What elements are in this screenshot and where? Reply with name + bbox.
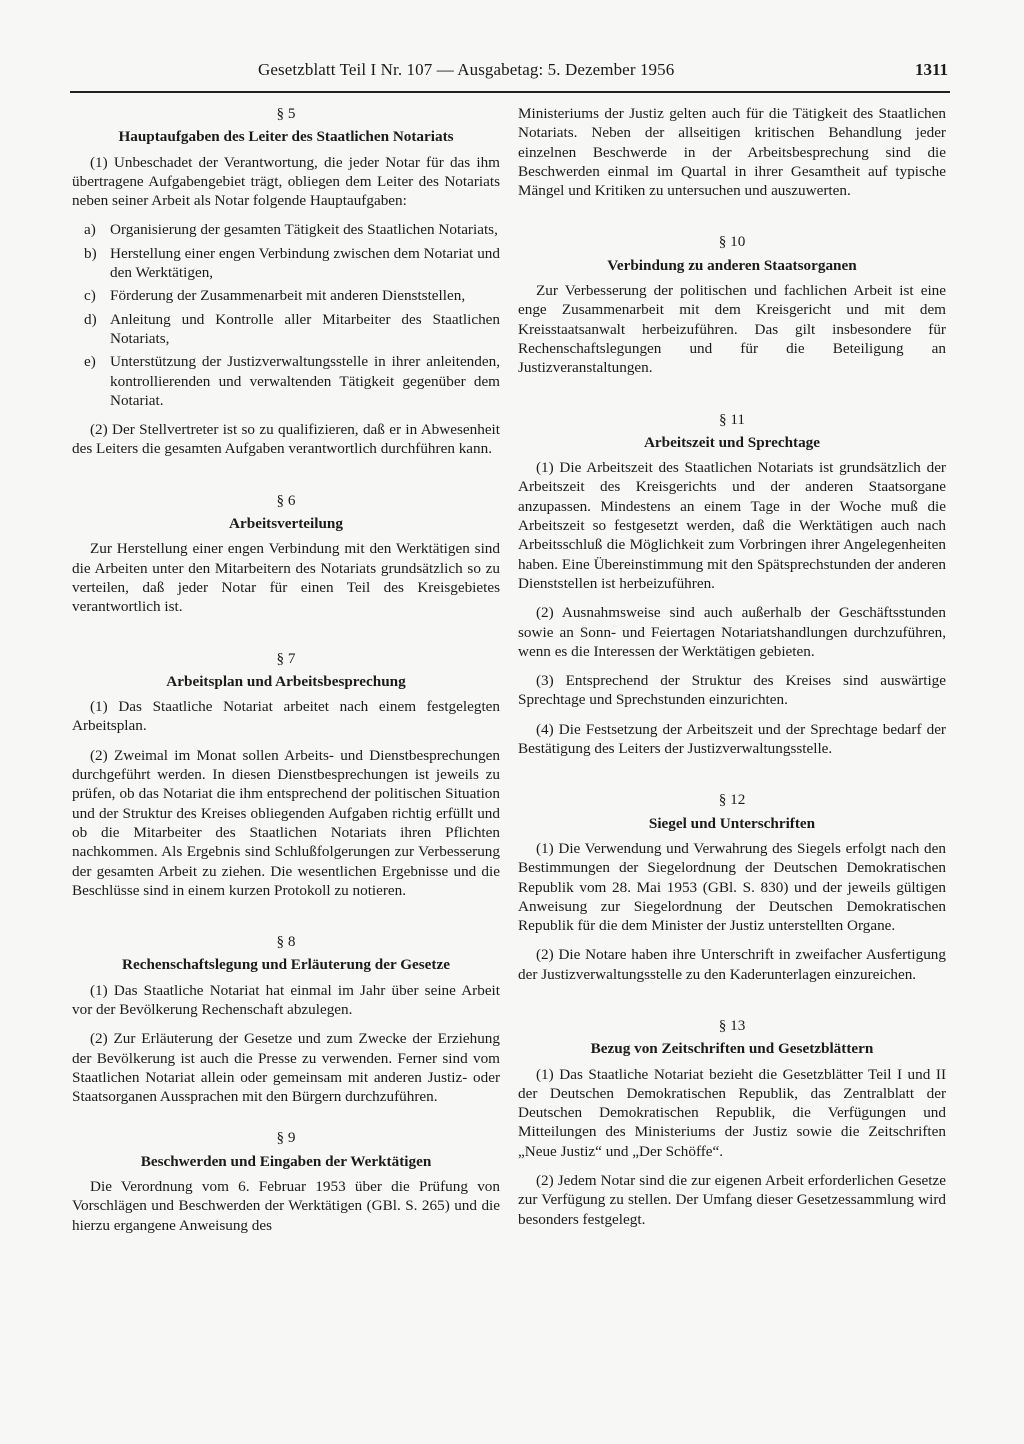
section-13 — [518, 1016, 946, 1229]
section-title: Rechenschaftslegung und Erläuterung der Gesetze — [122, 956, 450, 974]
paragraph: Ministeriums der Justiz gelten auch für die Tätigkeit des Staatlichen Notariats. Neben der allseitigen kritischen Behandlung jeder einzelnen Beschwerde in der Arbeitsbesprechung sind die Beschwerden einmal im Quartal in ihrer Gesamtheit auf typische Mängel und Kritiken zu untersuchen und auszuwerten. — [518, 105, 946, 200]
list-item-text: Organisierung der gesamten Tätigkeit des Staatlichen Notariats, — [110, 221, 498, 239]
paragraph: (1) Unbeschadet der Verantwortung, die jeder Notar für das ihm übertragene Aufgabengebiet trägt, obliegen dem Leiter des Notariats neben seiner Arbeit als Notar folgende Hauptaufgaben: — [72, 153, 500, 210]
section-number: § 8 — [276, 933, 296, 951]
section-number: § 5 — [276, 105, 296, 122]
list-item — [72, 352, 500, 410]
section-12 — [518, 790, 946, 984]
paragraph: (1) Das Staatliche Notariat arbeitet nach einem festgelegten Arbeitsplan. — [72, 698, 500, 735]
section-title: Bezug von Zeitschriften und Gesetzblättern — [590, 1040, 874, 1058]
section-number: § 13 — [718, 1016, 746, 1034]
section-number: § 7 — [276, 649, 296, 667]
section-title: Arbeitsplan und Arbeitsbesprechung — [166, 672, 406, 690]
section-11 — [518, 410, 946, 759]
paragraph: (2) Jedem Notar sind die zur eigenen Arbeit erforderlichen Gesetze zur Verfügung zu stellen. Der Umfang dieser Gesetzessammlung wird besonders festgelegt. — [518, 1172, 946, 1228]
paragraph: (2) Zur Erläuterung der Gesetze und zum Zwecke der Erziehung der Bevölkerung ist auch die Presse zu verwenden. Ferner sind vom Staatlichen Notariat allein oder gemeinsam mit anderen Justiz- oder Staatsorganen Aussprachen mit den Bürgern durchzuführen. — [72, 1030, 500, 1106]
section-number: § 9 — [276, 1129, 296, 1147]
list-item-text: Anleitung und Kontrolle aller Mitarbeiter des Staatlichen Notariats, — [110, 310, 500, 347]
paragraph: (1) Das Staatliche Notariat bezieht die Gesetzblätter Teil I und II der Deutschen Demokratischen Republik, das Zentralblatt der Deutschen Demokratischen Republik, die Verfügungen und Mitteilungen des Ministeriums der Justiz sowie die Zeitschriften „Neue Justiz“ und „Der Schöffe“. — [518, 1065, 946, 1160]
paragraph: (1) Das Staatliche Notariat hat einmal im Jahr über seine Arbeit vor der Bevölkerung Rechenschaft abzulegen. — [72, 981, 500, 1018]
paragraph: Zur Herstellung einer engen Verbindung mit den Werktätigen sind die Arbeiten unter den Mitarbeitern des Notariats grundsätzlich so zu verteilen, daß jeder Notar für einen Teil des Kreisgebietes verantwortlich ist. — [72, 540, 500, 616]
paragraph: Die Verordnung vom 6. Februar 1953 über die Prüfung von Vorschlägen und Beschwerden der Werktätigen (GBl. S. 265) und die hierzu ergangene Anweisung des — [72, 1178, 500, 1234]
list-item-label: d) — [84, 310, 97, 328]
section-number: § 6 — [276, 491, 296, 509]
paragraph: Zur Verbesserung der politischen und fachlichen Arbeit ist eine enge Zusammenarbeit mit dem Kreisgericht und mit dem Kreisstaatsanwalt herbeizuführen. Das gilt insbesondere für Rechenschaftslegungen und für die Beteiligung an Justizveranstaltungen. — [518, 282, 946, 377]
section-title: Verbindung zu anderen Staatsorganen — [607, 256, 857, 274]
paragraph: (1) Die Arbeitszeit des Staatlichen Notariats ist grundsätzlich der Arbeitszeit des Kreisgerichts und der anderen Staatsorgane anzupassen. Mindestens an einem Tage in der Woche muß die Arbeitszeit so festgesetzt werden, daß die Werktätigen auch nach Arbeitsschluß die Möglichkeit zum Vorbringen ihrer Angelegenheiten haben. Eine Übereinstimmung mit den Spätsprechstunden der anderen Dienststellen ist herbeizuführen. — [518, 459, 946, 592]
paragraph: (3) Entsprechend der Struktur des Kreises sind auswärtige Sprechtage und Sprechstunden einzurichten. — [518, 672, 946, 709]
list-item — [72, 220, 500, 239]
section-title: Arbeitsverteilung — [229, 515, 343, 533]
list-item — [72, 310, 500, 349]
section-number: § 12 — [718, 791, 746, 809]
section-title: Beschwerden und Eingaben der Werktätigen — [140, 1152, 432, 1170]
paragraph: (2) Der Stellvertreter ist so zu qualifizieren, daß er in Abwesenheit des Leiters die gesamten Aufgaben verantwortlich durchführen kann. — [72, 421, 500, 458]
list-item-text: Unterstützung der Justizverwaltungsstelle in ihrer anleitenden, kontrollierenden und verwaltenden Tätigkeit gegenüber dem Notariat. — [110, 353, 500, 409]
paragraph: (1) Die Verwendung und Verwahrung des Siegels erfolgt nach den Bestimmungen der Siegelordnung der Deutschen Demokratischen Republik vom 28. Mai 1953 (GBl. S. 830) und der jeweils gültigen Anweisung zur Siegelordnung der Deutschen Demokratischen Republik für die dem Minister der Justiz unterstellten Organe. — [518, 839, 946, 935]
section-title: Arbeitszeit und Sprechtage — [643, 433, 821, 451]
list-item-label: c) — [84, 287, 96, 305]
section-7 — [72, 649, 500, 901]
section-number: § 10 — [718, 233, 746, 251]
paragraph: (4) Die Festsetzung der Arbeitszeit und der Sprechtage bedarf der Bestätigung des Leiters der Justizverwaltungsstelle. — [518, 720, 946, 758]
header-rule — [70, 91, 950, 93]
page-number: 1311 — [914, 60, 948, 79]
task-list — [72, 220, 500, 410]
section-title: Hauptaufgaben des Leiter des Staatlichen Notariats — [118, 128, 454, 146]
list-item — [72, 286, 500, 305]
paragraph: (2) Die Notare haben ihre Unterschrift in zweifacher Ausfertigung der Justizverwaltungsstelle zu den Kaderunterlagen einzureichen. — [518, 946, 946, 983]
section-9 — [72, 1128, 500, 1234]
list-item — [72, 244, 500, 283]
section-5 — [72, 104, 500, 459]
section-6 — [72, 491, 500, 617]
section-10 — [518, 232, 946, 377]
section-number: § 11 — [718, 410, 745, 428]
right-column — [518, 104, 946, 1239]
header-title: Gesetzblatt Teil I Nr. 107 — Ausgabetag: 5. Dezember 1956 — [258, 60, 675, 79]
list-item-label: e) — [84, 353, 96, 371]
paragraph: (2) Zweimal im Monat sollen Arbeits- und Dienstbesprechungen durchgeführt werden. In diesen Dienstbesprechungen ist jeweils zu prüfen, ob das Notariat die ihm entsprechend der politischen Situation und der Struktur des Kreises obliegenden Aufgaben richtig erfüllt und ob die Mitarbeiter des Staatlichen Notariats ihren Pflichten nachkommen. Als Ergebnis sind Schlußfolgerungen zur Verbesserung der gesamten Arbeit zu ziehen. Die wesentlichen Ergebnisse und die Beschlüsse sind in einem kurzen Protokoll zu notieren. — [72, 746, 500, 899]
left-column — [72, 104, 500, 1245]
paragraph: (2) Ausnahmsweise sind auch außerhalb der Geschäftsstunden sowie an Sonn- und Feiertagen Notariatshandlungen durchzuführen, wenn es die Interessen der Werktätigen gebieten. — [518, 604, 946, 660]
page-header — [70, 60, 950, 84]
section-8 — [72, 932, 500, 1106]
list-item-text: Förderung der Zusammenarbeit mit anderen Dienststellen, — [110, 287, 466, 305]
list-item-label: a) — [84, 221, 96, 239]
list-item-text: Herstellung einer engen Verbindung zwischen dem Notariat und den Werktätigen, — [110, 244, 500, 282]
section-title: Siegel und Unterschriften — [648, 814, 816, 832]
list-item-label: b) — [84, 244, 97, 262]
